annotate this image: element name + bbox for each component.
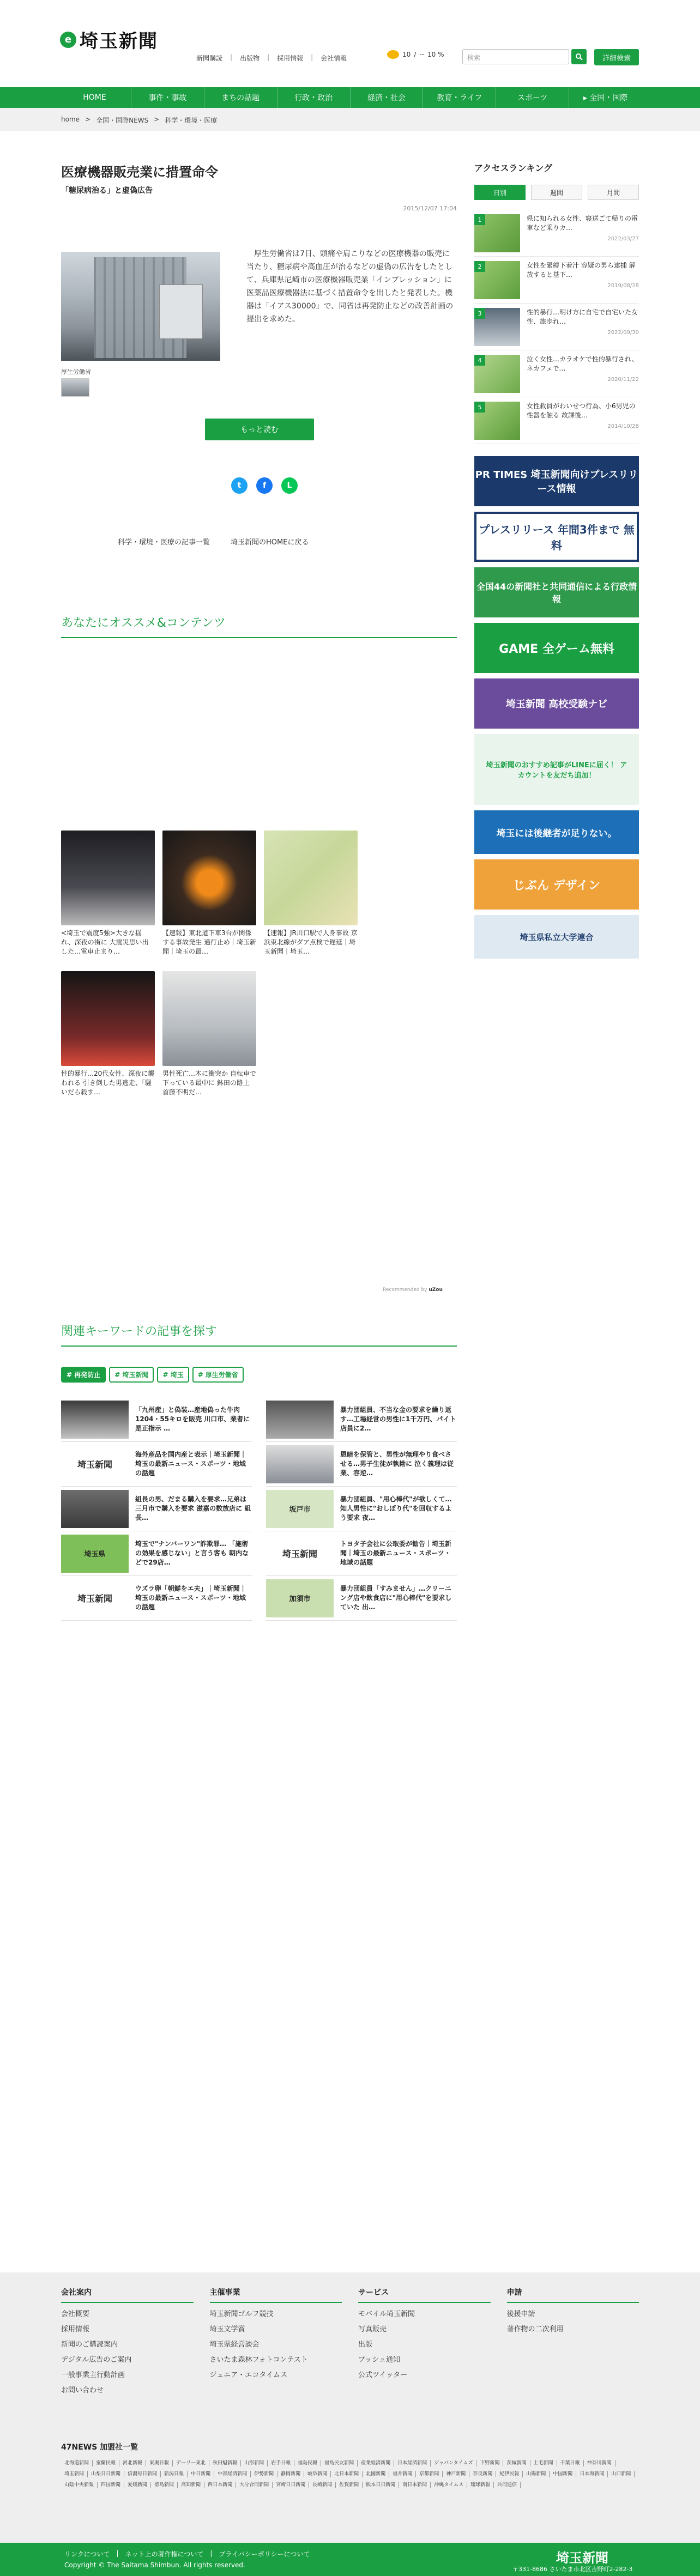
footer-link-privacy[interactable]: プライバシーポリシーについて bbox=[219, 2550, 310, 2558]
footer-logo[interactable]: 埼玉新聞 bbox=[556, 2550, 608, 2566]
weather-pop: 10 % bbox=[427, 51, 444, 58]
keyword-article[interactable]: 暴力団組員、不当な金の要求を繰り返す…工場経営の男性に1千万円、パイト店員に2… bbox=[266, 1397, 457, 1442]
member-paper-link[interactable]: ジャパンタイムズ bbox=[431, 2460, 476, 2466]
member-paper-link[interactable]: 北日本新聞 bbox=[331, 2471, 363, 2477]
banner-press-release[interactable]: プレスリリース 年間3件まで 無料 bbox=[474, 512, 639, 562]
footer-address: 〒331-8686 さいたま市北区吉野町2-282-3 bbox=[512, 2566, 633, 2573]
article-title: 医療機器販売業に措置命令 bbox=[61, 165, 218, 180]
footer-link[interactable]: デジタル広告のご案内 bbox=[61, 2356, 132, 2364]
twitter-icon[interactable]: t bbox=[231, 477, 248, 494]
breadcrumb-home[interactable]: home bbox=[61, 116, 80, 123]
member-paper-link[interactable]: 下野新聞 bbox=[476, 2460, 503, 2466]
footer-link[interactable]: 新聞のご購読案内 bbox=[61, 2341, 118, 2349]
member-paper-link[interactable]: 琉球新報 bbox=[467, 2482, 494, 2488]
photo-caption: 厚生労働省 bbox=[61, 368, 91, 375]
member-paper-link[interactable]: デーリー東北 bbox=[173, 2460, 209, 2466]
weather-temp-low: -- bbox=[419, 51, 424, 58]
member-paper-link[interactable]: 山梨日日新聞 bbox=[88, 2471, 124, 2477]
breadcrumb: home > 全国・国際NEWS > 科学・環境・医療 bbox=[0, 108, 700, 131]
member-paper-link[interactable]: 紀伊民報 bbox=[496, 2471, 523, 2477]
member-paper-link[interactable]: 宮崎日日新聞 bbox=[273, 2482, 309, 2488]
line-icon[interactable]: L bbox=[281, 477, 298, 494]
keyword-article[interactable]: 組長の男、だまる購入を要求…兄弟は三月市で購入を要求 滋嘉の数放店に 組長… bbox=[61, 1487, 252, 1531]
tag-saitama-shimbun[interactable]: # 埼玉新聞 bbox=[109, 1367, 154, 1383]
member-paper-link[interactable]: 高知新聞 bbox=[178, 2482, 204, 2488]
footer-link-links[interactable]: リンクについて bbox=[64, 2550, 110, 2558]
member-paper-link[interactable]: 山口新聞 bbox=[608, 2471, 635, 2477]
tag-saitama[interactable]: # 埼玉 bbox=[157, 1367, 189, 1383]
ranking-list bbox=[474, 210, 639, 444]
member-paper-link[interactable]: 大分合同新聞 bbox=[236, 2482, 273, 2488]
member-paper-link[interactable]: 静岡新聞 bbox=[277, 2471, 304, 2477]
article-photo[interactable] bbox=[61, 252, 220, 361]
tab-monthly[interactable]: 月間 bbox=[588, 185, 639, 200]
member-paper-link[interactable]: 西日本新聞 bbox=[204, 2482, 236, 2488]
footer-link[interactable]: プッシュ通知 bbox=[358, 2356, 400, 2364]
article-date: 2015/12/07 17:04 bbox=[403, 205, 457, 212]
site-footer bbox=[0, 2272, 700, 2576]
footer-link[interactable]: ジュニア・エコタイムス bbox=[209, 2371, 287, 2379]
sidebar bbox=[474, 161, 639, 959]
recommend-grid bbox=[61, 831, 457, 1106]
footer-link[interactable]: 埼玉県経営談会 bbox=[209, 2341, 260, 2349]
member-paper-link[interactable]: 信濃毎日新聞 bbox=[124, 2471, 161, 2477]
footer-link[interactable]: 埼玉文学賞 bbox=[209, 2325, 245, 2333]
banner-jibun-design[interactable]: じぶん デザイン bbox=[474, 859, 639, 910]
keyword-article[interactable]: 埼玉新聞 ウズラ卵「朝鮮をエ夫」｜埼玉新聞｜埼玉の最新ニュース・スポーツ・地域の話題 bbox=[61, 1576, 252, 1621]
recommend-item[interactable]: 性的暴行…20代女性、深夜に襲われる 引き倒した男逃走、「騒いだら殺す… bbox=[61, 971, 155, 1106]
site-logo[interactable] bbox=[60, 26, 158, 53]
member-paper-link[interactable]: 愛媛新聞 bbox=[124, 2482, 151, 2488]
photo-thumbnail[interactable] bbox=[61, 378, 89, 397]
member-paper-link[interactable]: 四国新聞 bbox=[98, 2482, 124, 2488]
keyword-tags bbox=[61, 1367, 244, 1383]
member-paper-link[interactable]: 日本海新聞 bbox=[576, 2471, 608, 2477]
footer-link[interactable]: 会社概要 bbox=[61, 2310, 90, 2318]
footer-bar: リンクについて | ネット上の著作権について | プライバシーポリシーについて Copyright © The Saitama Shimbun. All rights reserved. 埼玉新聞 〒331-8686 さいたま市北区吉野町2-282-3 bbox=[0, 2543, 700, 2576]
header-link-subscribe[interactable]: 新聞購読 bbox=[196, 54, 223, 62]
member-paper-link[interactable]: 岩手日報 bbox=[268, 2460, 294, 2466]
search-icon bbox=[575, 53, 583, 60]
footer-link[interactable]: 一般事業主行動計画 bbox=[61, 2371, 125, 2379]
nav-economy[interactable]: 経済・社会 bbox=[351, 87, 424, 108]
article-link-buttons bbox=[118, 536, 309, 547]
recommend-item[interactable]: 【速報】東北道下車3台が関係する事故発生 通行止め｜埼玉新聞｜埼玉の最… bbox=[162, 831, 256, 966]
member-paper-link[interactable]: 岐阜新聞 bbox=[304, 2471, 331, 2477]
member-paper-link[interactable]: 上毛新聞 bbox=[530, 2460, 557, 2466]
member-paper-link[interactable]: 南日本新聞 bbox=[399, 2482, 431, 2488]
keyword-article[interactable]: 加須市 暴力団組員「すみません」…クリーニング店や飲食店に"用心棒代"を要求していた 出… bbox=[266, 1576, 457, 1621]
footer-col-company: 会社案内 会社概要 採用情報 新聞のご購読案内 デジタル広告のご案内 一般事業主行動計画 お問い合わせ bbox=[61, 2287, 194, 2395]
member-paper-link[interactable]: 共同通信 bbox=[494, 2482, 521, 2488]
member-paper-list bbox=[61, 2460, 639, 2488]
member-paper-link[interactable]: 東奥日報 bbox=[146, 2460, 173, 2466]
banner-prtimes[interactable]: PR TIMES 埼玉新聞向けプレスリリース情報 bbox=[474, 456, 639, 506]
member-paper-link[interactable]: 中日新聞 bbox=[188, 2471, 214, 2477]
article-subtitle: 「糖尿病治る」と虚偽広告 bbox=[61, 186, 153, 195]
ranking-item[interactable]: 1 県に知られる女性、寝送ごて帰りの電車など乗りカ… 2022/03/27 bbox=[474, 210, 639, 257]
recommend-item[interactable]: 【速報】JR川口駅で人身事故 京浜東北線がダア点検で遅延｜埼玉新聞｜埼玉… bbox=[264, 831, 358, 966]
header-link-publications[interactable]: 出版物 bbox=[240, 54, 260, 62]
facebook-icon[interactable]: f bbox=[256, 477, 273, 494]
member-paper-link[interactable]: 秋田魁新報 bbox=[209, 2460, 241, 2466]
read-more-button[interactable]: もっと読む bbox=[205, 419, 314, 440]
member-paper-link[interactable]: 佐賀新聞 bbox=[336, 2482, 363, 2488]
logo-mark-icon: e bbox=[60, 32, 76, 48]
member-paper-link[interactable]: 山陰中央新報 bbox=[61, 2482, 98, 2488]
article-main bbox=[61, 161, 457, 1611]
breadcrumb-current: 科学・環境・医療 bbox=[165, 117, 218, 124]
member-paper-link[interactable]: 千葉日報 bbox=[557, 2460, 584, 2466]
keyword-article[interactable]: 埼玉新聞 トヨタ子会社に公取委が勧告｜埼玉新聞｜埼玉の最新ニュース・スポーツ・地域の話題 bbox=[266, 1531, 457, 1576]
member-paper-link[interactable]: 奈良新聞 bbox=[469, 2471, 496, 2477]
footer-link[interactable]: お問い合わせ bbox=[61, 2386, 104, 2395]
footer-link[interactable]: 埼玉新聞ゴルフ競技 bbox=[209, 2310, 274, 2318]
ranking-heading: アクセスランキング bbox=[474, 163, 553, 173]
nav-incidents[interactable]: 事件・事故 bbox=[131, 87, 204, 108]
keyword-article-list bbox=[61, 1397, 457, 1621]
logo-text: 埼玉新聞 bbox=[80, 31, 158, 52]
ranking-item[interactable]: 5 女性救員がわいせつ行為、小6男児の性器を触る 故課後… 2014/10/28 bbox=[474, 397, 639, 444]
member-paper-link[interactable]: 中国新聞 bbox=[550, 2471, 576, 2477]
nav-home[interactable]: HOME bbox=[58, 87, 131, 108]
ranking-item[interactable]: 4 泣く女性…カラオケで性的暴行され、ネカフェで… 2020/11/22 bbox=[474, 350, 639, 397]
article-body: 厚生労働省は7日、頭痛や肩こりなどの医療機器の販売に当たり、糖尿病や高血圧が治るなどの虚偽の広告をしたとして、兵庫県尼崎市の医療機器販売業「インプレッション」に医薬品医療機器法に基づく措置命令を出したと発表した。機器は「イアス30000」で、同省は再発防止などの改善計画の提出を求めた。 bbox=[246, 250, 454, 324]
footer-link-copyright[interactable]: ネット上の著作権について bbox=[125, 2550, 204, 2558]
member-paper-link[interactable]: 茨城新聞 bbox=[503, 2460, 530, 2466]
member-paper-link[interactable]: 日本経済新聞 bbox=[394, 2460, 431, 2466]
keyword-article[interactable]: 恩暗を保管と、男性が無理やり食べさせる…男子生徒が執拗に 泣く義理は従業、容逆… bbox=[266, 1442, 457, 1487]
recommend-heading: あなたにオススメ&コンテンツ bbox=[61, 614, 457, 638]
member-papers: 47NEWS 加盟社一覧 北海道新聞 室蘭民報 河北新報 東奥日報 デーリー東北 秋田魁新報 山形新聞 岩手日報 福島民報 福島民友新聞 産業経済新聞 日本経済新聞 ジャパンタイムズ 下野新聞 茨城新聞 上毛新聞 千葉日報 神奈川新聞 埼玉新聞 山梨日日新聞 信濃毎日新聞 新潟日報 中日新聞 中部経済新聞 伊勢新聞 静岡新聞 岐阜新聞 北日本新聞 北國新聞 福井新聞 京都新聞 神戸新聞 奈良新聞 紀伊民報 山陽新聞 中国新聞 日本海新聞 山口新聞 山陰中央新報 四国新聞 愛媛新聞 徳島新聞 高知新聞 西日本新聞 大分合同新聞 宮崎日日新聞 長崎新聞 佐賀新聞 熊本日日新聞 南日本新聞 沖縄タイムス 琉球新報 共同通信 bbox=[61, 2441, 639, 2488]
ranking-item[interactable]: 3 性的暴行…明け方に自宅で自宅いた女性、旅歩れ… 2022/09/30 bbox=[474, 304, 639, 350]
weather-temp-high: 10 bbox=[402, 51, 411, 58]
ranking-item[interactable]: 2 女性を緊縛下着汁 容疑の男ら逮捕 解放すると基下… 2019/08/28 bbox=[474, 257, 639, 304]
recommended-by: Recommended by uZou bbox=[383, 1287, 443, 1293]
banner-exam-navi[interactable]: 埼玉新聞 高校受験ナビ bbox=[474, 678, 639, 729]
sun-icon bbox=[387, 50, 399, 59]
member-paper-link[interactable]: 長崎新聞 bbox=[309, 2482, 336, 2488]
member-paper-link[interactable]: 沖縄タイムス bbox=[431, 2482, 467, 2488]
footer-link[interactable]: モバイル埼玉新聞 bbox=[358, 2310, 415, 2318]
banner-private-univ[interactable]: 埼玉県私立大学連合 bbox=[474, 915, 639, 959]
keyword-article[interactable]: 坂戸市 暴力団組員、"用心棒代"が欲しくて…知人男性に"おしぼり代"を回収するよう要求 夜… bbox=[266, 1487, 457, 1531]
tab-weekly[interactable]: 週間 bbox=[531, 185, 582, 200]
banner-successor[interactable]: 埼玉には後継者が足りない。 bbox=[474, 810, 639, 854]
footer-link[interactable]: さいたま森林フォトコンテスト bbox=[209, 2356, 308, 2364]
member-paper-link[interactable]: 福島民友新聞 bbox=[321, 2460, 358, 2466]
detail-search-button[interactable]: 詳細検索 bbox=[594, 49, 639, 65]
footer-link[interactable]: 後援申請 bbox=[506, 2310, 535, 2318]
member-paper-link[interactable]: 河北新報 bbox=[119, 2460, 146, 2466]
member-paper-link[interactable]: 山陽新聞 bbox=[523, 2471, 550, 2477]
footer-link[interactable]: 公式ツイッター bbox=[358, 2371, 408, 2379]
nav-national[interactable]: ▸ 全国・国際 bbox=[583, 94, 628, 102]
recommend-item[interactable]: <埼玉で震度5強>大きな揺れ、深夜の街に 大震災思い出した…電車止まり… bbox=[61, 831, 155, 966]
tag-saihatsuboushi[interactable]: # 再発防止 bbox=[61, 1367, 106, 1383]
footer-link[interactable]: 出版 bbox=[358, 2341, 373, 2349]
member-paper-link[interactable]: 京都新聞 bbox=[416, 2471, 443, 2477]
copyright: Copyright © The Saitama Shimbun. All rights reserved. bbox=[64, 2561, 245, 2569]
breadcrumb-national[interactable]: 全国・国際NEWS bbox=[96, 117, 149, 124]
member-paper-link[interactable]: 山形新聞 bbox=[241, 2460, 268, 2466]
header-link-company[interactable]: 会社情報 bbox=[321, 54, 347, 62]
weather-widget: 10 / -- 10 % bbox=[387, 50, 444, 59]
member-paper-link[interactable]: 福島民報 bbox=[294, 2460, 321, 2466]
footer-link[interactable]: 採用情報 bbox=[61, 2325, 90, 2333]
member-paper-link[interactable]: 福井新聞 bbox=[389, 2471, 416, 2477]
keyword-article[interactable]: 埼玉県 埼玉で"ナンバーワン"詐欺罪… 「施術の効果を感じない」と言う客も 朝内などで29店… bbox=[61, 1531, 252, 1576]
member-paper-link[interactable]: 産業経済新聞 bbox=[358, 2460, 394, 2466]
nav-sports[interactable]: スポーツ bbox=[496, 87, 569, 108]
member-paper-link[interactable]: 室蘭民報 bbox=[93, 2460, 119, 2466]
header-link-recruit[interactable]: 採用情報 bbox=[277, 54, 304, 62]
header-links: 新聞購読 | 出版物 | 採用情報 | 会社情報 bbox=[196, 53, 347, 62]
keyword-article[interactable]: 埼玉新聞 海外産品を国内産と表示｜埼玉新聞｜埼玉の最新ニュース・スポーツ・地域の話題 bbox=[61, 1442, 252, 1487]
banner-line[interactable]: 埼玉新聞のおすすめ記事がLINEに届く！ アカウントを友だち追加！ bbox=[474, 734, 639, 805]
global-nav bbox=[0, 87, 700, 108]
banner-game[interactable]: GAME 全ゲーム無料 bbox=[474, 623, 639, 673]
footer-col-events: 主催事業 埼玉新聞ゴルフ競技 埼玉文学賞 埼玉県経営談会 さいたま森林フォトコンテスト ジュニア・エコタイムス bbox=[210, 2287, 342, 2395]
back-home-button[interactable]: 埼玉新聞のHOMEに戻る bbox=[231, 538, 309, 547]
member-paper-link[interactable]: 神戸新聞 bbox=[443, 2471, 469, 2477]
footer-col-apply: 申請 後援申請 著作物の二次利用 bbox=[507, 2287, 639, 2395]
member-paper-link[interactable]: 徳島新聞 bbox=[151, 2482, 178, 2488]
keyword-article[interactable]: 「九州産」と偽装…産地偽った牛肉1204・55キロを販売 川口市、業者に是正指示 … bbox=[61, 1397, 252, 1442]
member-paper-link[interactable]: 熊本日日新聞 bbox=[363, 2482, 399, 2488]
keywords-heading: 関連キーワードの記事を探す bbox=[61, 1322, 457, 1347]
member-paper-link[interactable]: 北海道新聞 bbox=[61, 2460, 93, 2466]
recommend-item[interactable]: 男性死亡…木に衝突か 自転車で下っている最中に 鉢田の路上 首藤不明だ… bbox=[162, 971, 256, 1106]
member-paper-link[interactable]: 神奈川新聞 bbox=[584, 2460, 615, 2466]
nav-town[interactable]: まちの話題 bbox=[204, 87, 277, 108]
member-paper-link[interactable]: 新潟日報 bbox=[161, 2471, 188, 2477]
nav-education[interactable]: 教育・ライフ bbox=[423, 87, 496, 108]
member-paper-link[interactable]: 中部経済新聞 bbox=[214, 2471, 251, 2477]
search-button[interactable] bbox=[571, 49, 587, 64]
member-paper-link[interactable]: 伊勢新聞 bbox=[251, 2471, 277, 2477]
nav-politics[interactable]: 行政・政治 bbox=[277, 87, 351, 108]
footer-link[interactable]: 写真販売 bbox=[358, 2325, 387, 2333]
member-paper-link[interactable]: 北國新聞 bbox=[363, 2471, 389, 2477]
footer-link[interactable]: 著作物の二次利用 bbox=[506, 2325, 564, 2333]
member-paper-link[interactable]: 埼玉新聞 bbox=[61, 2471, 88, 2477]
ranking-tabs bbox=[474, 185, 639, 200]
search-input[interactable]: 検索 bbox=[462, 49, 569, 64]
site-header bbox=[0, 0, 700, 87]
tab-daily[interactable]: 日別 bbox=[474, 185, 526, 200]
category-list-button[interactable]: 科学・環境・医療の記事一覧 bbox=[118, 538, 210, 547]
share-buttons bbox=[231, 477, 298, 494]
banner-gov-info[interactable]: 全国44の新聞社と共同通信による行政情報 bbox=[474, 567, 639, 617]
footer-col-services: サービス モバイル埼玉新聞 写真販売 出版 プッシュ通知 公式ツイッター bbox=[358, 2287, 491, 2395]
tag-mhlw[interactable]: # 厚生労働省 bbox=[192, 1367, 244, 1383]
